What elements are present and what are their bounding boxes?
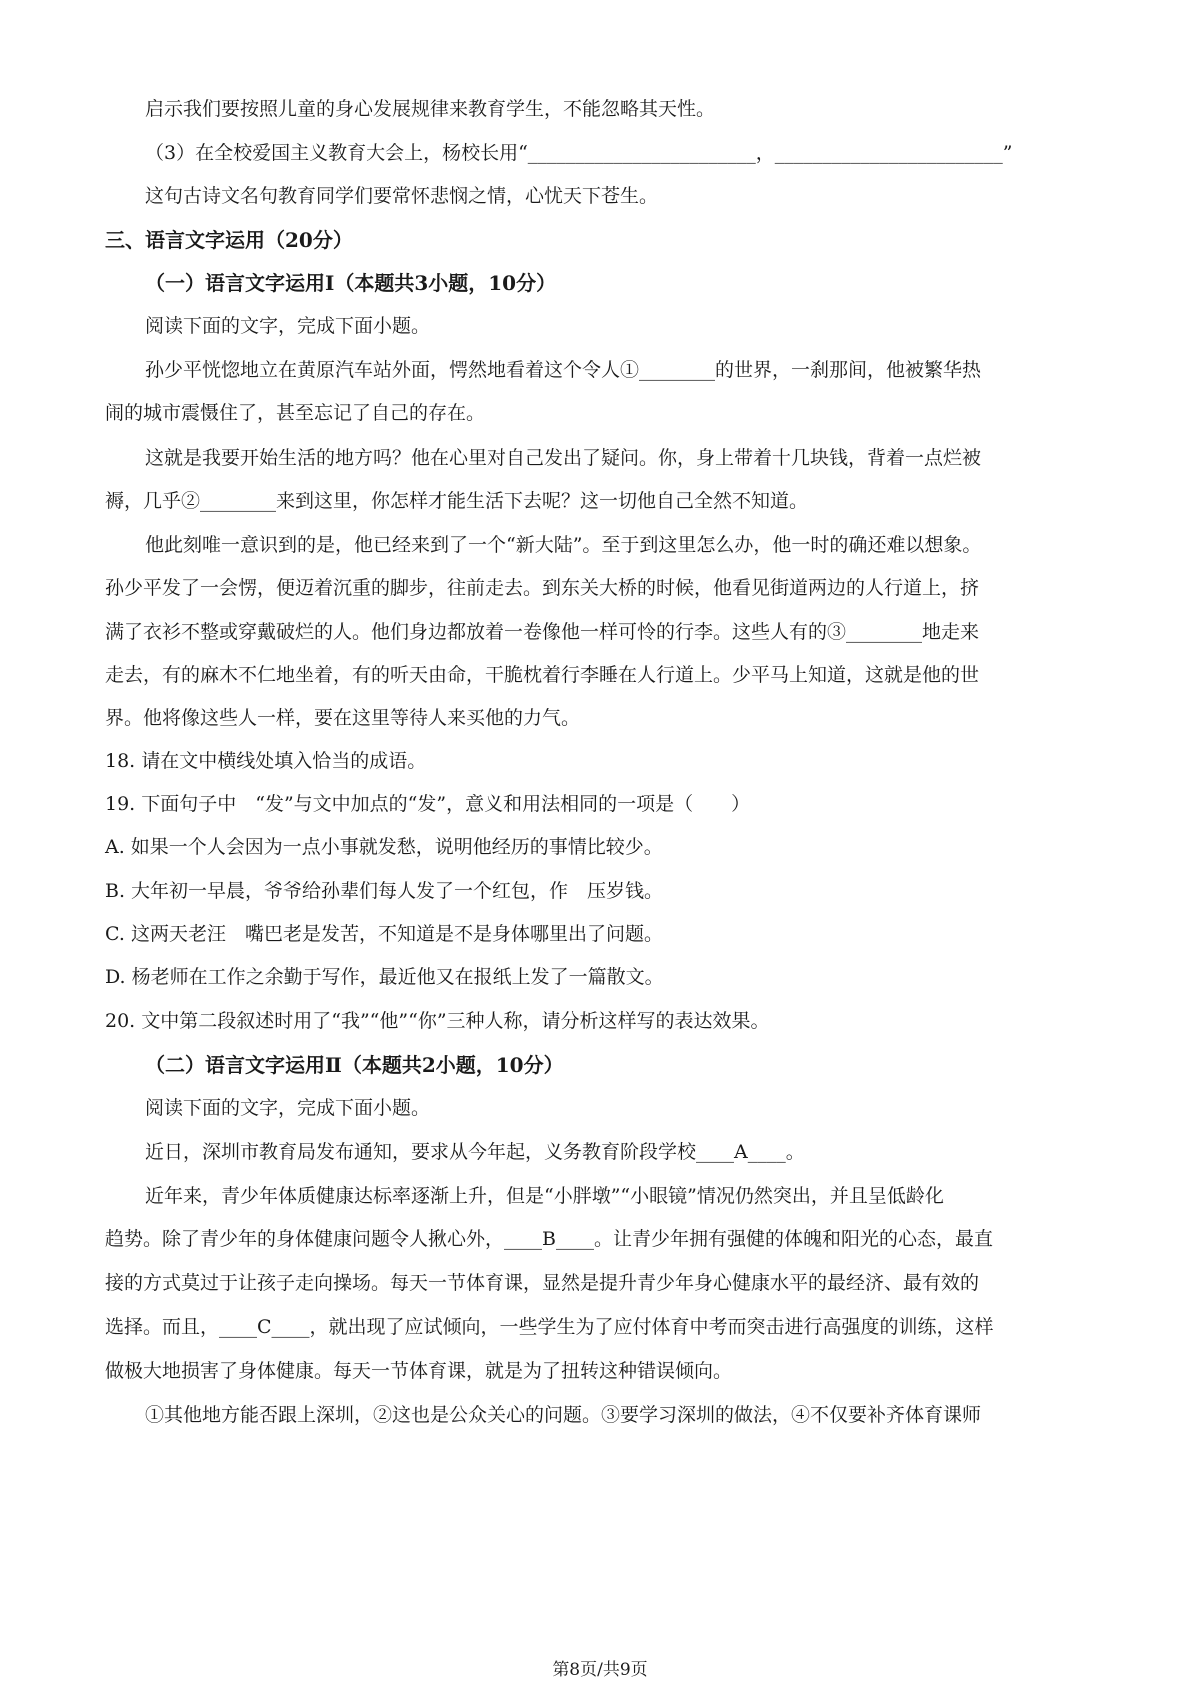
passage-line: 趋势。除了青少年的身体健康问题令人揪心外，____B____。让青少年拥有强健的体魄和阳光的心态，最直 [105,1228,993,1250]
passage-line: 这就是我要开始生活的地方吗？他在心里对自己发出了疑问。你，身上带着十几块钱，背着一点烂被 [145,447,982,469]
subsection-heading: （二）语言文字运用Ⅱ（本题共2小题，10分） [145,1053,564,1077]
option-a: A. 如果一个人会因为一点小事就发愁，说明他经历的事情比较少。 [105,836,663,858]
passage-line: 做极大地损害了身体健康。每天一节体育课，就是为了扭转这种错误倾向。 [105,1360,733,1382]
options-line: ①其他地方能否跟上深圳，②这也是公众关心的问题。③要学习深圳的做法，④不仅要补齐体育课师 [145,1404,982,1426]
page-number: 第8页/共9页 [552,1660,648,1680]
passage-line: 接的方式莫过于让孩子走向操场。每天一节体育课，显然是提升青少年身心健康水平的最经济、最有效的 [105,1272,980,1294]
option-c: C. 这两天老汪 嘴巴老是发苦，不知道是不是身体哪里出了问题。 [105,923,663,945]
passage-line: 孙少平发了一会愣，便迈着沉重的脚步，往前走去。到东关大桥的时候，他看见街道两边的人行道上，挤 [105,577,980,599]
passage-line: 近年来，青少年体质健康达标率逐渐上升，但是“小胖墩”“小眼镜”情况仍然突出，并且呈低龄化 [145,1185,944,1207]
passage-line: 闹的城市震慑住了，甚至忘记了自己的存在。 [105,402,486,424]
passage-line: 褥，几乎②________来到这里，你怎样才能生活下去呢？这一切他自己全然不知道。 [105,490,809,512]
passage-line: 近日，深圳市教育局发布通知，要求从今年起，义务教育阶段学校____A____。 [145,1141,805,1163]
question-20: 20. 文中第二段叙述时用了“我”“他”“你”三种人称，请分析这样写的表达效果。 [105,1010,770,1032]
passage-line: 孙少平恍惚地立在黄原汽车站外面，愕然地看着这个令人①________的世界，一刹那间，他被繁华热 [145,359,982,381]
subsection-heading: （一）语言文字运用Ⅰ（本题共3小题，10分） [145,271,557,295]
question-19: 19. 下面句子中 “发”与文中加点的“发”，意义和用法相同的一项是（ ） [105,793,751,815]
instruction-text: 阅读下面的文字，完成下面小题。 [145,315,431,337]
text-line: 这句古诗文名句教育同学们要常怀悲悯之情，心忧天下苍生。 [145,185,659,207]
passage-line: 走去，有的麻木不仁地坐着，有的听天由命，干脆枕着行李睡在人行道上。少平马上知道，这就是他的世 [105,664,980,686]
question-17-3: （3）在全校爱国主义教育大会上，杨校长用“________________________，________________________” [145,142,1013,164]
passage-line: 界。他将像这些人一样，要在这里等待人来买他的力气。 [105,707,581,729]
passage-line: 满了衣衫不整或穿戴破烂的人。他们身边都放着一卷像他一样可怜的行李。这些人有的③________地走来 [105,621,980,643]
instruction-text: 阅读下面的文字，完成下面小题。 [145,1097,431,1119]
passage-line: 选择。而且，____C____，就出现了应试倾向，一些学生为了应付体育中考而突击进行高强度的训练，这样 [105,1316,994,1338]
option-b: B. 大年初一早晨，爷爷给孙辈们每人发了一个红包，作 压岁钱。 [105,880,664,902]
section-heading: 三、语言文字运用（20分） [105,228,353,252]
passage-line: 他此刻唯一意识到的是，他已经来到了一个“新大陆”。至于到这里怎么办，他一时的确还难以想象。 [145,534,982,556]
text-line: 启示我们要按照儿童的身心发展规律来教育学生，不能忽略其天性。 [145,98,716,120]
question-18: 18. 请在文中横线处填入恰当的成语。 [105,750,427,772]
option-d: D. 杨老师在工作之余勤于写作，最近他又在报纸上发了一篇散文。 [105,966,664,988]
